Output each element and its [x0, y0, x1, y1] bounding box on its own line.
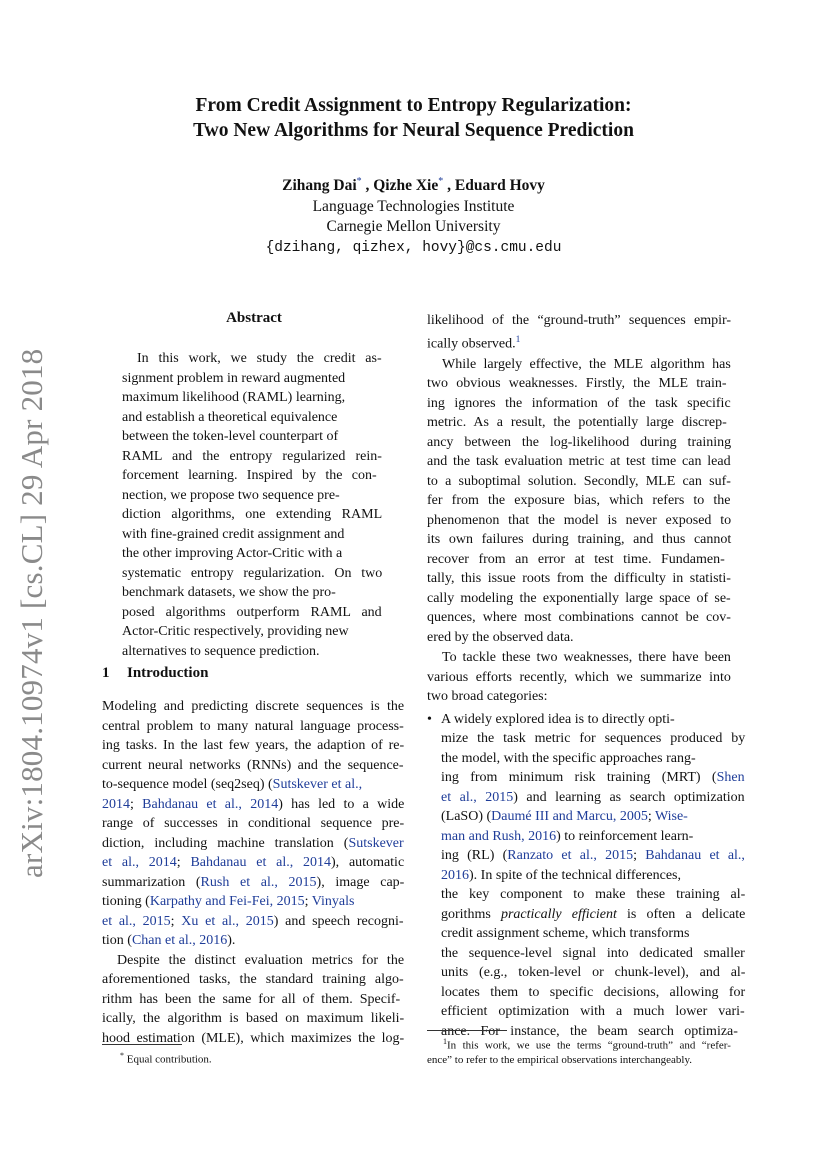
citation-link[interactable]: Shen	[716, 770, 745, 786]
text-line: and the task evaluation metric at test time can lead	[427, 454, 731, 470]
section-number: 1	[102, 665, 110, 681]
right-column	[427, 311, 746, 1041]
text-line: hood estimation (MLE), which maximizes the log-	[102, 1030, 405, 1046]
text-line	[441, 827, 731, 847]
text-line: A widely explored idea is to directly opti-	[441, 711, 675, 727]
text-line: two broad categories:	[427, 689, 548, 705]
citation-link[interactable]: man and Rush, 2016	[441, 828, 557, 844]
text-line: ing tasks. In the last few years, the adaption of re-	[102, 738, 405, 753]
intro-paragraph-1	[102, 697, 404, 951]
text-line: ically, the algorithm is based on maximum likeli-	[102, 1011, 405, 1026]
citation-link[interactable]: Xu et al., 2015	[181, 913, 274, 929]
affiliation-institute: Language Technologies Institute	[312, 197, 515, 215]
text-line: to a suboptimal solution. Secondly, MLE can suf-	[427, 473, 731, 489]
text-run: ) to reinforcement learn-	[556, 828, 694, 844]
text-line: tally, this issue roots from the difficulty in statisti-	[427, 571, 731, 587]
citation-link[interactable]: Bahdanau et al.,	[645, 848, 745, 864]
text-run: ;	[176, 855, 191, 870]
text-line	[441, 807, 731, 827]
text-line: Actor-Critic respectively, providing new	[122, 624, 349, 639]
text-run: ing from minimum risk training (MRT) (	[441, 770, 717, 786]
text-line: metric. As a result, the potentially large discrep-	[427, 415, 727, 431]
text-line: the other improving Actor-Critic with a	[122, 546, 343, 561]
text-line: the model, with the specific approaches rang-	[441, 750, 696, 766]
text-line: benchmark datasets, we show the pro-	[122, 585, 336, 600]
abstract-heading: Abstract	[226, 310, 282, 326]
text-line: between the token-level counterpart of	[122, 429, 339, 444]
text-run: ), image cap-	[316, 874, 405, 890]
citation-link[interactable]: et al., 2015	[102, 913, 171, 929]
text-line: ance. For instance, the beam search optimiza-	[441, 1023, 738, 1039]
footnote-text: Equal contribution.	[124, 1053, 212, 1066]
text-line: its own failures during training, and thus cannot	[427, 532, 732, 548]
author-emails: {dzihang, qizhex, hovy}@cs.cmu.edu	[265, 239, 562, 256]
text-line: diction algorithms, one extending RAML	[122, 507, 383, 522]
author-names	[90, 172, 737, 197]
section-heading-introduction	[102, 665, 208, 682]
text-run: ) and learning as search optimization	[513, 789, 745, 805]
footnote-rule	[427, 1030, 507, 1031]
author-1: Zihang Dai	[282, 177, 357, 195]
text-line: with fine-grained credit assignment and	[122, 526, 345, 542]
text-run: summarization (	[102, 874, 201, 890]
footnote-1	[427, 1035, 731, 1067]
text-line: To tackle these two weaknesses, there have been	[442, 650, 731, 666]
citation-link[interactable]: 2014	[102, 796, 130, 812]
equal-contribution-mark[interactable]: *	[438, 176, 444, 187]
text-line: phenomenon that the model is never exposed to	[427, 512, 732, 528]
text-run: ically observed.	[427, 336, 516, 352]
text-line: quences, where most combinations cannot be cov-	[427, 610, 731, 626]
citation-link[interactable]: Karpathy and Fei-Fei, 2015	[149, 894, 305, 909]
title-line-1: From Credit Assignment to Entropy Regularization:	[195, 95, 632, 116]
citation-link[interactable]: Ranzato et al., 2015	[507, 848, 634, 864]
text-line	[441, 788, 745, 808]
text-line: fer from the exposure bias, which refers to the	[427, 493, 731, 509]
citation-link[interactable]: Wise-	[654, 809, 688, 825]
paragraph-weaknesses	[427, 355, 731, 648]
text-line	[427, 331, 731, 354]
text-run: ) and speech recogni-	[273, 913, 404, 929]
paragraph-categories	[427, 648, 731, 707]
text-line: range of successes in conditional sequence pre-	[102, 816, 405, 831]
text-line: ancy between the log-likelihood during training	[427, 434, 732, 450]
text-run: tion (	[102, 933, 132, 948]
citation-link[interactable]: 2016	[441, 867, 469, 883]
text-line: aforementioned tasks, the standard training algo-	[102, 972, 404, 987]
text-line: signment problem in reward augmented	[122, 370, 346, 386]
emphasis-text: practically efficient	[500, 906, 617, 922]
text-line: maximum likelihood (RAML) learning,	[122, 390, 346, 405]
author-3: , Eduard Hovy	[443, 177, 545, 195]
bullet-item-task-metric	[427, 710, 746, 1042]
text-line: nection, we propose two sequence pre-	[122, 487, 340, 503]
citation-link[interactable]: Daumé III and Marcu, 2005	[491, 809, 648, 825]
text-run: ing (RL) (	[441, 848, 508, 864]
text-line: systematic entropy regularization. On two	[122, 565, 383, 581]
text-line: forcement learning. Inspired by the con-	[122, 468, 377, 483]
text-run: ;	[304, 894, 312, 909]
text-line	[441, 866, 731, 886]
citation-link[interactable]: Rush et al., 2015	[200, 874, 317, 890]
affiliation-university: Carnegie Mellon University	[326, 218, 501, 236]
citation-link[interactable]: Chan et al., 2016	[131, 933, 228, 948]
text-line: and establish a theoretical equivalence	[122, 409, 338, 425]
text-run: gorithms	[441, 906, 501, 922]
text-line	[102, 931, 404, 951]
citation-link[interactable]: Sutskever et al.,	[272, 777, 363, 792]
paper-title	[90, 93, 737, 143]
citation-link[interactable]: Sutskever	[348, 835, 404, 851]
text-line: units (e.g., token-level or chunk-level), and al-	[441, 965, 746, 981]
text-line: cally modeling the exponentially large space of se-	[427, 590, 731, 606]
arxiv-identifier-stamp: arXiv:1804.10974v1 [cs.CL] 29 Apr 2018	[14, 348, 49, 878]
text-line: central problem to many natural language process-	[102, 718, 404, 734]
text-line	[102, 873, 404, 893]
text-line	[441, 768, 745, 788]
text-line: current neural networks (RNNs) and the sequence-	[102, 757, 404, 773]
text-line: the sequence-level signal into dedicated smaller	[441, 945, 745, 961]
text-run: (LaSO) (	[441, 809, 492, 825]
text-line: likelihood of the “ground-truth” sequences empir-	[427, 313, 732, 328]
text-line: Despite the distinct evaluation metrics for the	[117, 952, 405, 968]
intro-paragraph-2	[102, 951, 404, 1049]
citation-link[interactable]: Bahdanau et al., 2014	[142, 796, 279, 812]
text-run: tioning (	[102, 894, 150, 909]
footnote-mark: 1	[443, 1037, 447, 1046]
text-line: While largely effective, the MLE algorithm has	[442, 356, 731, 372]
section-title: Introduction	[127, 665, 209, 681]
text-line: rithm has been the same for all of them. Specif-	[102, 991, 401, 1007]
text-line: ence” to refer to the empirical observations interchangeably.	[427, 1053, 692, 1066]
text-line: two obvious weaknesses. Firstly, the MLE train-	[427, 376, 727, 392]
text-line: the key component to make these training al-	[441, 887, 746, 903]
text-line: posed algorithms outperform RAML and	[122, 604, 382, 620]
text-run: ;	[130, 796, 143, 812]
text-run: ;	[647, 809, 655, 825]
footnote-reference[interactable]: 1	[515, 334, 521, 345]
title-line-2: Two New Algorithms for Neural Sequence Prediction	[193, 120, 634, 141]
text-line	[102, 775, 404, 795]
citation-link[interactable]: Vinyals	[311, 894, 355, 909]
text-run: ;	[633, 848, 646, 864]
text-run: ;	[170, 913, 182, 929]
citation-link[interactable]: et al., 2014	[102, 855, 177, 870]
text-line: efficient optimization with a much lower vari-	[441, 1004, 745, 1020]
text-line: In this work, we study the credit as-	[137, 351, 382, 366]
text-line: RAML and the entropy regularized rein-	[122, 448, 382, 464]
footnote-mark: *	[120, 1051, 124, 1060]
text-line: mize the task metric for sequences produced by	[441, 731, 746, 747]
author-2: , Qizhe Xie	[361, 177, 439, 195]
text-line	[102, 795, 404, 815]
citation-link[interactable]: et al., 2015	[441, 789, 514, 805]
footnote-rule	[102, 1044, 182, 1045]
text-line	[427, 1035, 731, 1053]
text-run: In this work, we use the terms “ground-truth” and “refer-	[447, 1039, 731, 1052]
text-run: ).	[227, 933, 236, 948]
equal-contribution-mark[interactable]: *	[356, 176, 362, 187]
bullet-icon: •	[427, 711, 432, 727]
author-block	[90, 172, 737, 258]
text-line	[441, 905, 746, 925]
citation-link[interactable]: Bahdanau et al., 2014	[190, 855, 332, 870]
text-line: recover from an error at test time. Fundamen-	[427, 551, 725, 567]
text-run: diction, including machine translation (	[102, 835, 349, 851]
text-run: to-sequence model (seq2seq) (	[102, 777, 273, 792]
text-line: ing ignores the information of the task specific	[427, 395, 731, 411]
text-line: ered by the observed data.	[427, 629, 574, 645]
abstract-body	[122, 349, 382, 661]
text-line	[441, 846, 745, 866]
text-line: alternatives to sequence prediction.	[122, 643, 320, 659]
intro-left-column	[102, 697, 404, 1048]
text-line	[102, 912, 404, 932]
text-run: ). In spite of the technical differences,	[469, 867, 681, 883]
text-line: Modeling and predicting discrete sequences is the	[102, 699, 405, 714]
text-run: is often a delicate	[616, 906, 746, 922]
text-line	[102, 892, 404, 912]
text-line	[102, 834, 404, 854]
footnote-equal-contribution	[120, 1049, 212, 1067]
text-run: ) has led to a wide	[278, 796, 405, 812]
text-line: credit assignment scheme, which transforms	[441, 926, 690, 942]
text-line: locates them to specific decisions, allowing for	[441, 984, 746, 1000]
text-line	[102, 853, 404, 873]
text-run: ), automatic	[331, 855, 405, 870]
text-line: various efforts recently, which we summarize into	[427, 669, 731, 685]
